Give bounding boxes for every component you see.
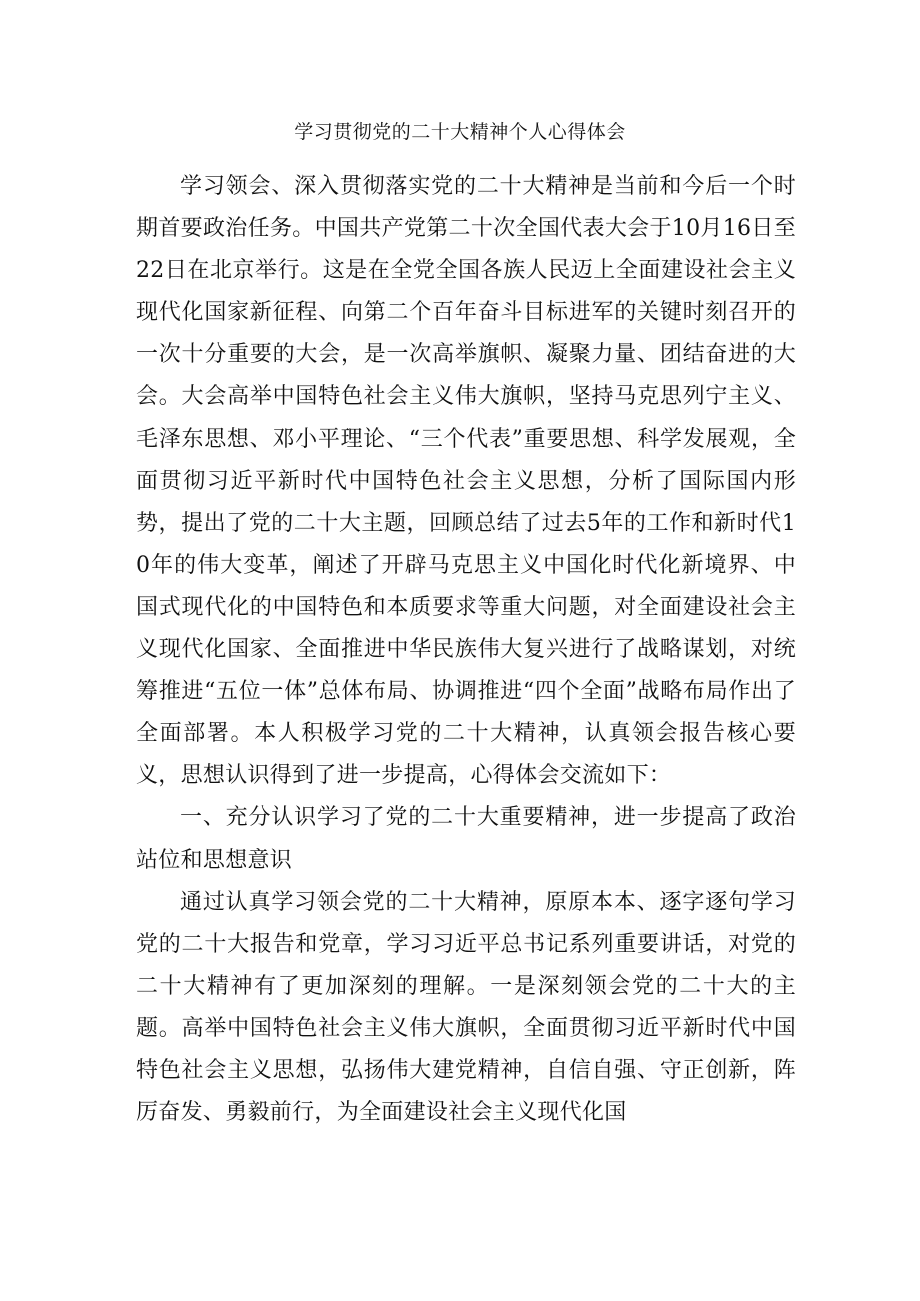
paragraph-section-body: 通过认真学习领会党的二十大精神，原原本本、逐字逐句学习党的二十大报告和党章，学习习近平总书记系列重要讲话，对党的二十大精神有了更加深刻的理解。一是深刻领会党的二十大的主题。高举中国特色社会主义伟大旗帜，全面贯彻习近平新时代中国特色社会主义思想，弘扬伟大建党精神，自信自强、守正创新，阵厉奋发、勇毅前行，为全面建设社会主义现代化国 bbox=[136, 889, 796, 1126]
document-body bbox=[136, 166, 796, 1134]
paragraph-section-heading: 一、充分认识学习了党的二十大重要精神，进一步提高了政治站位和思想意识 bbox=[136, 805, 796, 873]
paragraph-intro: 学习领会、深入贯彻落实党的二十大精神是当前和今后一个时期首要政治任务。中国共产党第二十次全国代表大会于10月16日至22日在北京举行。这是在全党全国各族人民迈上全面建设社会主义现代化国家新征程、向第二个百年奋斗目标进军的关键时刻召开的一次十分重要的大会，是一次高举旗帜、凝聚力量、团结奋进的大会。大会高举中国特色社会主义伟大旗帜，坚持马克思列宁主义、毛泽东思想、邓小平理论、“三个代表”重要思想、科学发展观，全面贯彻习近平新时代中国特色社会主义思想，分析了国际国内形势，提出了党的二十大主题，回顾总结了过去5年的工作和新时代10年的伟大变革，阐述了开辟马克思主义中国化时代化新境界、中国式现代化的中国特色和本质要求等重大问题，对全面建设社会主义现代化国家、全面推进中华民族伟大复兴进行了战略谋划，对统筹推进“五位一体”总体布局、协调推进“四个全面”战略布局作出了全面部署。本人积极学习党的二十大精神，认真领会报告核心要义，思想认识得到了进一步提高，心得体会交流如下： bbox=[136, 174, 796, 789]
document-title: 学习贯彻党的二十大精神个人心得体会 bbox=[294, 121, 626, 143]
